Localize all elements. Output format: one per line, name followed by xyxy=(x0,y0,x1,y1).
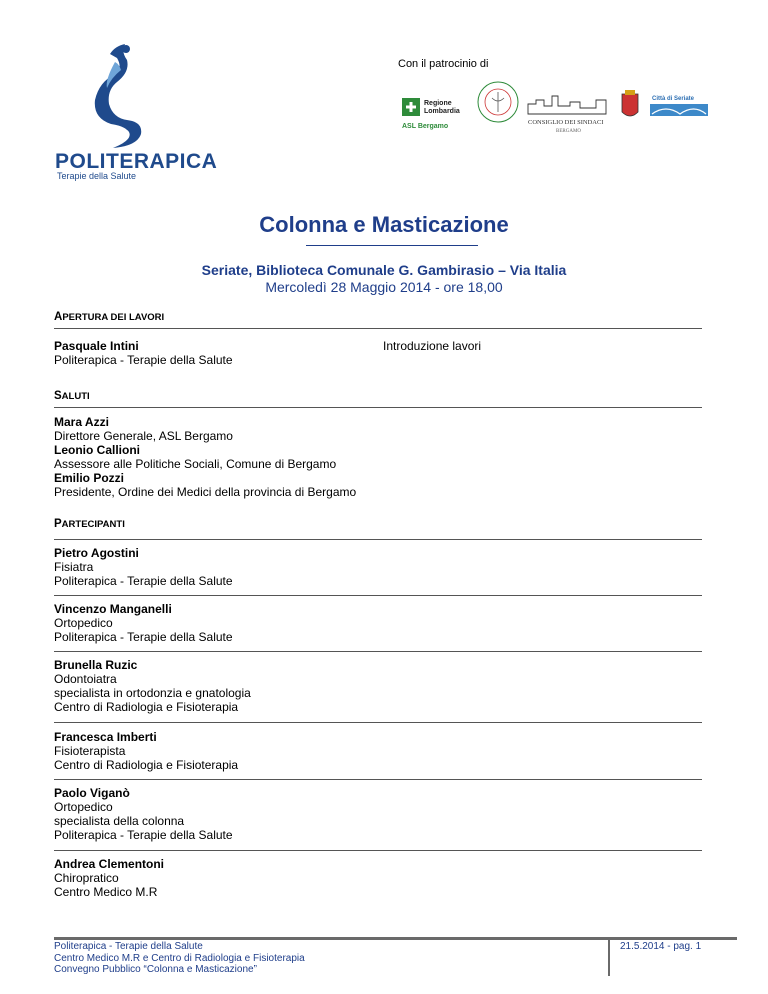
participant-entry xyxy=(54,730,238,772)
participant-entry xyxy=(54,602,233,644)
saluti-list xyxy=(54,415,356,499)
footer-line: Politerapica - Terapie della Salute xyxy=(54,941,203,952)
person-role: Assessore alle Politiche Sociali, Comune di Bergamo xyxy=(54,457,337,471)
participant-detail: Centro di Radiologia e Fisioterapia xyxy=(54,700,239,714)
divider xyxy=(54,850,702,851)
title-underline xyxy=(306,245,478,246)
section-heading-partecipanti xyxy=(54,518,125,530)
person-role: Presidente, Ordine dei Medici della provincia di Bergamo xyxy=(54,485,357,499)
participant-detail: Politerapica - Terapie della Salute xyxy=(54,828,233,842)
page-title: Colonna e Masticazione xyxy=(259,212,509,237)
divider xyxy=(54,722,702,723)
footer-line: Centro Medico M.R e Centro di Radiologia e Fisioterapia xyxy=(54,952,305,964)
participant-detail: Fisioterapista xyxy=(54,744,126,758)
participant-entry xyxy=(54,786,233,842)
participant-detail: Chiropratico xyxy=(54,871,119,885)
section-heading-initial: A xyxy=(54,311,63,323)
seriate-label: Città di Seriate xyxy=(652,96,695,102)
divider xyxy=(54,328,702,329)
event-date: Mercoledì 28 Maggio 2014 - ore 18,00 xyxy=(265,279,503,295)
person-role: Direttore Generale, ASL Bergamo xyxy=(54,429,233,443)
participant-detail: Centro di Radiologia e Fisioterapia xyxy=(54,758,239,772)
sindaci-sub: BERGAMO xyxy=(556,129,582,134)
divider xyxy=(54,539,702,540)
participant-detail: Fisiatra xyxy=(54,560,94,574)
section-heading-initial: S xyxy=(54,390,62,402)
divider xyxy=(54,407,702,408)
comune-crest-icon xyxy=(622,90,638,116)
participant-detail: Ortopedico xyxy=(54,616,113,630)
partner-logos xyxy=(400,78,710,140)
participant-name: Pietro Agostini xyxy=(54,546,139,560)
section-heading-saluti xyxy=(54,390,90,402)
speaker-note: Introduzione lavori xyxy=(383,339,482,353)
speaker-entry xyxy=(54,339,233,367)
section-heading-apertura xyxy=(54,311,164,323)
participant-entry xyxy=(54,658,251,714)
regione-lombardia-logo-icon xyxy=(402,98,460,130)
section-heading-initial: P xyxy=(54,518,62,530)
participant-name: Andrea Clementoni xyxy=(54,857,165,871)
consiglio-sindaci-logo-icon xyxy=(528,96,606,134)
participant-detail: Politerapica - Terapie della Salute xyxy=(54,630,233,644)
footer-divider xyxy=(54,937,737,940)
section-heading-rest: PERTURA DEI LAVORI xyxy=(62,312,165,323)
regione-label-2: Lombardia xyxy=(424,108,460,115)
person-name: Mara Azzi xyxy=(54,415,109,429)
divider xyxy=(54,595,702,596)
person-name: Emilio Pozzi xyxy=(54,471,125,485)
section-heading-rest: ARTECIPANTI xyxy=(61,519,125,530)
event-venue: Seriate, Biblioteca Comunale G. Gambirasio – Via Italia xyxy=(201,262,567,278)
section-heading-rest: ALUTI xyxy=(61,391,90,402)
participant-entry xyxy=(54,546,233,588)
participant-detail: Politerapica - Terapie della Salute xyxy=(54,574,233,588)
divider xyxy=(54,779,702,780)
footer-line: Convegno Pubblico “Colonna e Masticazione” xyxy=(54,964,257,975)
footer-info xyxy=(54,941,305,976)
citta-di-seriate-logo-icon xyxy=(650,96,708,116)
divider xyxy=(54,651,702,652)
participant-entry xyxy=(54,857,164,899)
speaker-name: Pasquale Intini xyxy=(54,339,139,353)
participant-detail: Odontoiatra xyxy=(54,672,117,686)
participant-name: Francesca Imberti xyxy=(54,730,157,744)
page-number: 21.5.2014 - pag. 1 xyxy=(620,941,702,952)
person-name: Leonio Callioni xyxy=(54,443,140,457)
asl-label: ASL Bergamo xyxy=(402,123,449,130)
speaker-role: Politerapica - Terapie della Salute xyxy=(54,353,233,367)
participant-name: Vincenzo Manganelli xyxy=(54,602,172,616)
regione-label-1: Regione xyxy=(424,100,452,107)
participant-detail: specialista in ortodonzia e gnatologia xyxy=(54,686,251,700)
patronage-label: Con il patrocinio di xyxy=(398,58,489,70)
ordine-medici-seal-icon xyxy=(478,82,518,122)
politerapica-logo-tagline: Terapie della Salute xyxy=(57,171,137,181)
footer-separator xyxy=(608,938,610,976)
participant-name: Paolo Viganò xyxy=(54,786,130,800)
participant-name: Brunella Ruzic xyxy=(54,658,138,672)
sindaci-label: CONSIGLIO DEI SINDACI xyxy=(528,119,604,126)
participant-detail: Ortopedico xyxy=(54,800,113,814)
politerapica-logo-name: POLITERAPICA xyxy=(55,150,218,173)
participant-detail: specialista della colonna xyxy=(54,814,185,828)
participant-detail: Centro Medico M.R xyxy=(54,885,158,899)
